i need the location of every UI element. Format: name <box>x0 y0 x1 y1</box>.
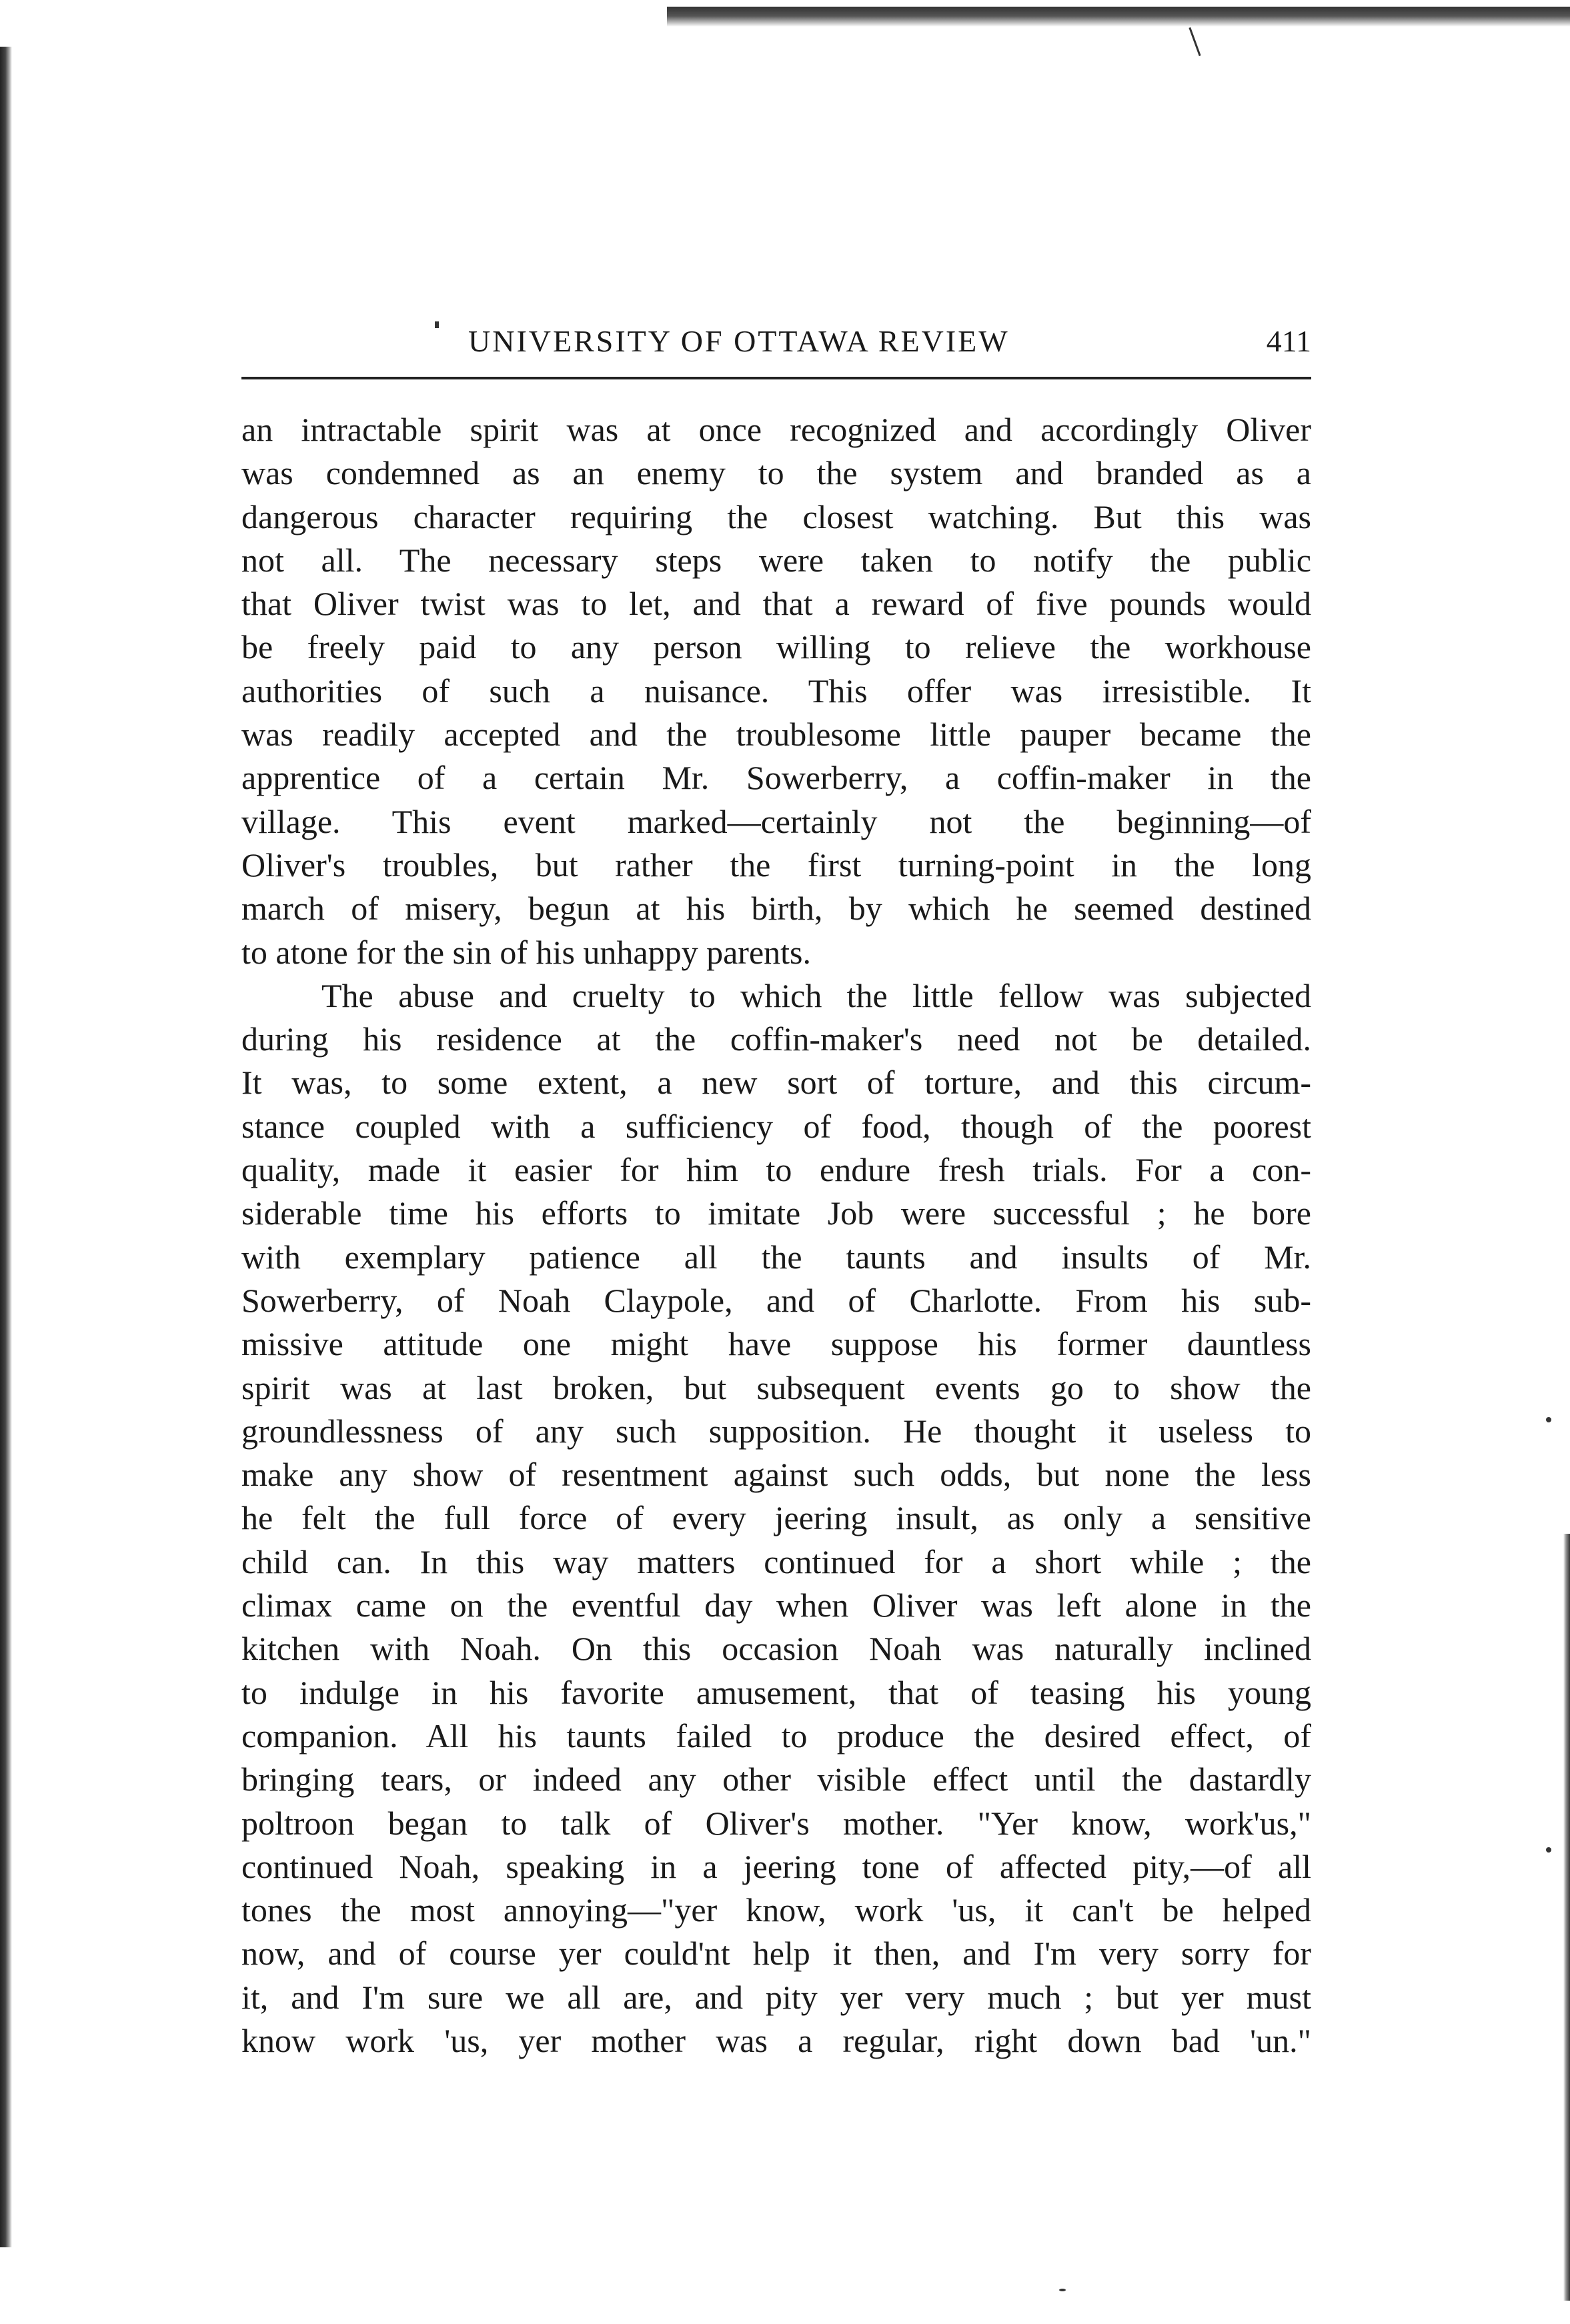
running-head <box>241 321 1311 368</box>
scan-right-edge <box>1563 1534 1570 2301</box>
text-line: companion. All his taunts failed to produce the desired effect, of <box>241 1716 1311 1755</box>
text-line: march of misery, begun at his birth, by which he seemed destined <box>241 890 1311 928</box>
text-line: climax came on the eventful day when Oliver was left alone in the <box>241 1586 1311 1624</box>
text-line: that Oliver twist was to let, and that a reward of five pounds would <box>241 585 1311 623</box>
text-line: now, and of course yer could'nt help it then, and I'm very sorry for <box>241 1935 1311 1973</box>
text-line: bringing tears, or indeed any other visible effect until the dastardly <box>241 1761 1311 1799</box>
text-line: tones the most annoying—"yer know, work 'us, it can't be helped <box>241 1891 1311 1929</box>
paragraph-start-line: The abuse and cruelty to which the little fellow was subjected <box>321 976 1311 1014</box>
scan-left-edge <box>0 47 12 2247</box>
article-text <box>241 408 1311 2063</box>
scan-speck <box>1546 1847 1551 1853</box>
text-line: Sowerberry, of Noah Claypole, and of Charlotte. From his sub- <box>241 1281 1311 1319</box>
scan-speck <box>1546 1417 1551 1422</box>
text-line: child can. In this way matters continued for a short while ; the <box>241 1542 1311 1580</box>
page-number: 411 <box>1266 324 1311 358</box>
text-line: an intractable spirit was at once recognized and accordingly Oliver <box>241 411 1311 448</box>
text-line: quality, made it easier for him to endure fresh trials. For a con- <box>241 1151 1311 1189</box>
journal-title: UNIVERSITY OF OTTAWA REVIEW <box>468 324 1010 358</box>
text-line: siderable time his efforts to imitate Job were successful ; he bore <box>241 1194 1311 1232</box>
text-line: not all. The necessary steps were taken to notify the public <box>241 541 1311 579</box>
text-line: it, and I'm sure we all are, and pity yer very much ; but yer must <box>241 1978 1311 2016</box>
text-line: was readily accepted and the troublesome little pauper became the <box>241 716 1311 754</box>
text-line: to atone for the sin of his unhappy parents. <box>241 933 811 971</box>
text-line: dangerous character requiring the closest watching. But this was <box>241 497 1311 535</box>
text-line: village. This event marked—certainly not the beginning—of <box>241 802 1311 840</box>
scan-top-edge <box>667 7 1570 27</box>
text-line: missive attitude one might have suppose his former dauntless <box>241 1325 1311 1363</box>
text-line: with exemplary patience all the taunts and insults of Mr. <box>241 1238 1311 1276</box>
text-line: he felt the full force of every jeering insult, as only a sensitive <box>241 1499 1311 1537</box>
text-line: continued Noah, speaking in a jeering tone of affected pity,—of all <box>241 1847 1311 1885</box>
header-dot <box>435 321 439 328</box>
text-line: to indulge in his favorite amusement, that of teasing his young <box>241 1673 1311 1711</box>
text-line: Oliver's troubles, but rather the first turning-point in the long <box>241 846 1311 884</box>
scan-mark <box>1189 27 1201 56</box>
text-line: spirit was at last broken, but subsequent events go to show the <box>241 1368 1311 1406</box>
scan-speck <box>1059 2289 1066 2291</box>
text-line: stance coupled with a sufficiency of food, though of the poorest <box>241 1107 1311 1145</box>
text-line: was condemned as an enemy to the system and branded as a <box>241 454 1311 492</box>
text-line: groundlessness of any such supposition. He thought it useless to <box>241 1412 1311 1450</box>
text-line: poltroon began to talk of Oliver's mother. "Yer know, work'us," <box>241 1804 1311 1842</box>
text-line: authorities of such a nuisance. This offer was irresistible. It <box>241 672 1311 710</box>
header-rule <box>241 377 1311 379</box>
text-line: It was, to some extent, a new sort of torture, and this circum- <box>241 1064 1311 1102</box>
text-line: during his residence at the coffin-maker's need not be detailed. <box>241 1020 1311 1058</box>
text-line: kitchen with Noah. On this occasion Noah was naturally inclined <box>241 1630 1311 1668</box>
text-line: know work 'us, yer mother was a regular, right down bad 'un." <box>241 2021 1311 2059</box>
text-line: be freely paid to any person willing to relieve the workhouse <box>241 628 1311 666</box>
text-line: make any show of resentment against such odds, but none the less <box>241 1456 1311 1494</box>
text-line: apprentice of a certain Mr. Sowerberry, a coffin-maker in the <box>241 759 1311 797</box>
